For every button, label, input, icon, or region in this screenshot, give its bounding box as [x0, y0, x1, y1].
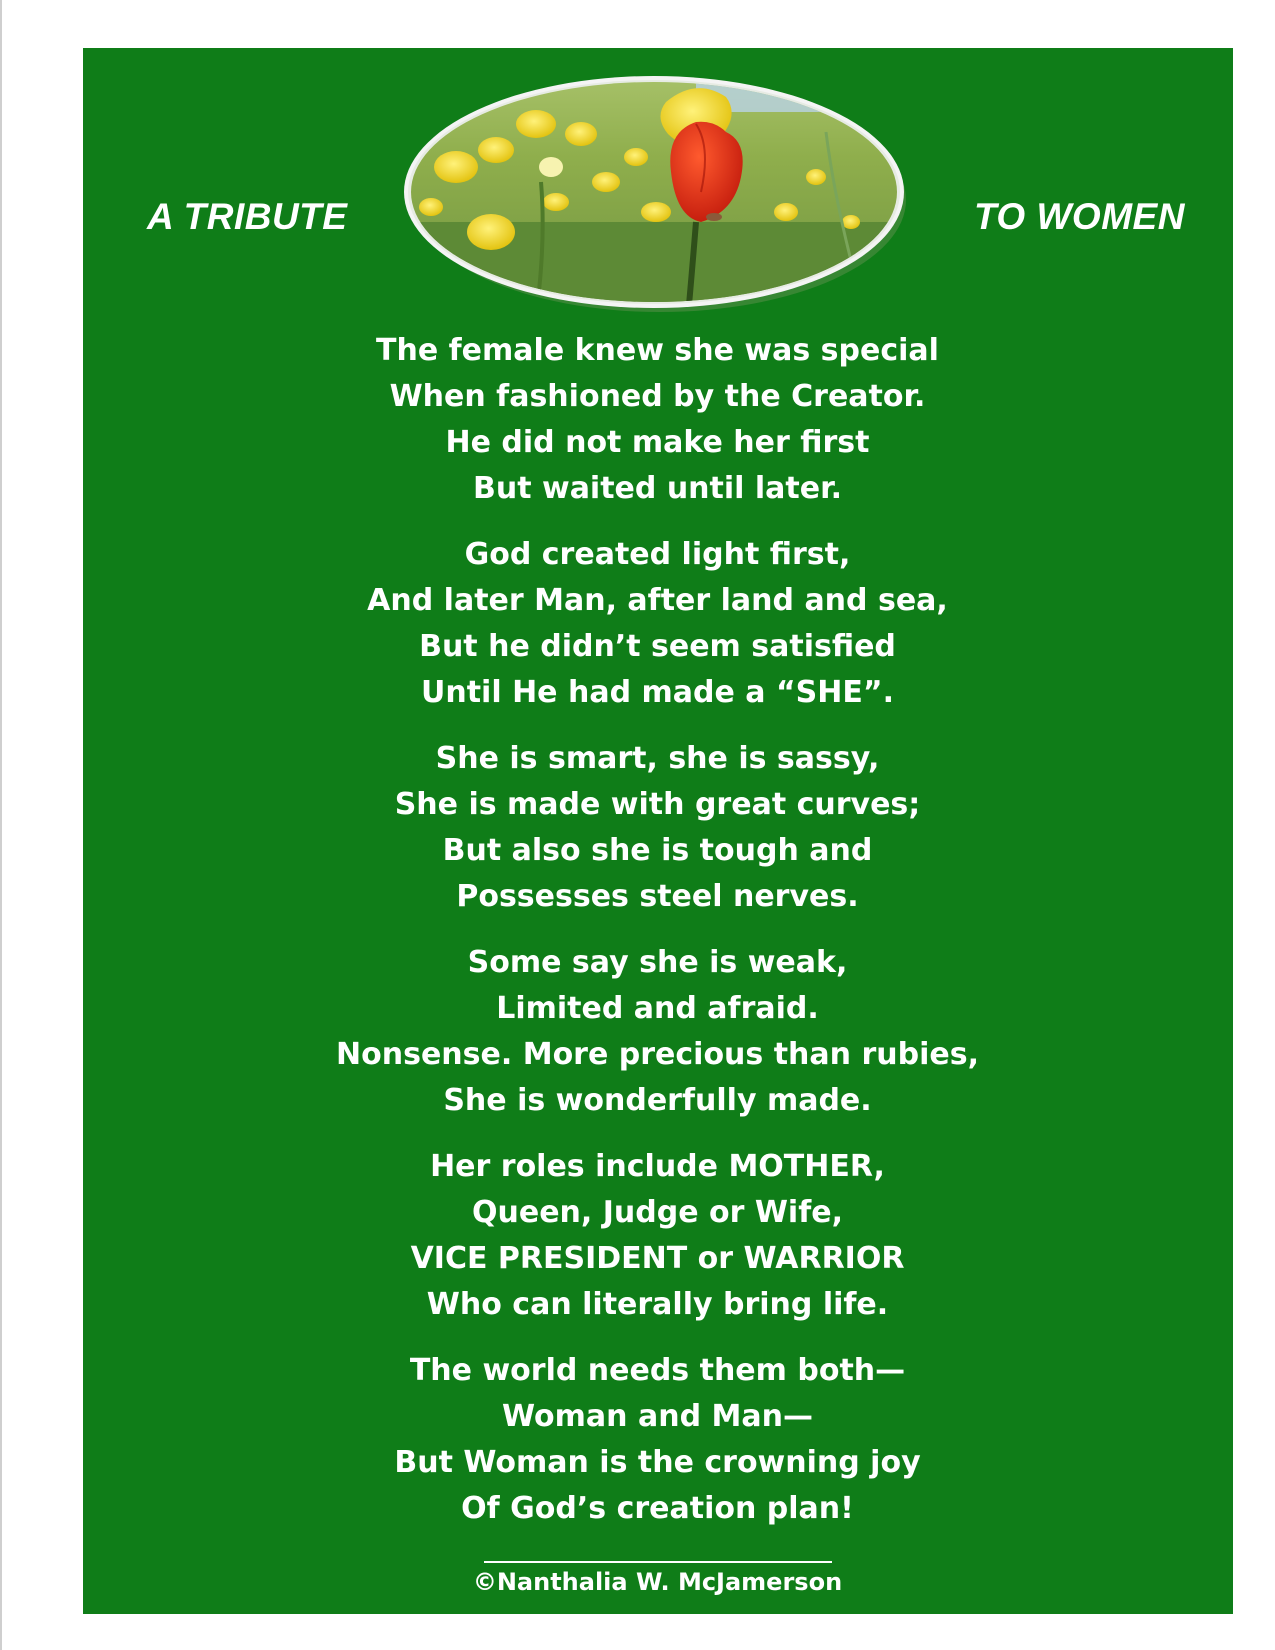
author-signature: ©Nanthalia W. McJamerson	[472, 1568, 843, 1596]
poem-line: Nonsense. More precious than rubies,	[336, 1037, 979, 1072]
poem-line: She is made with great curves;	[394, 787, 921, 822]
stanza	[300, 940, 1015, 1124]
page-left-edge	[0, 0, 2, 1650]
poem-line: The female knew she was special	[376, 333, 939, 368]
poem-line: She is wonderfully made.	[443, 1083, 872, 1118]
poem-line: Some say she is weak,	[467, 945, 848, 980]
stanza	[300, 736, 1015, 920]
title-right: TO WOMEN	[974, 196, 1185, 237]
stanza	[300, 1348, 1015, 1532]
poem-line: Who can literally bring life.	[426, 1287, 889, 1322]
flower-field-icon	[396, 72, 918, 316]
poem-line: He did not make her first	[445, 425, 870, 460]
poem-line: Queen, Judge or Wife,	[471, 1195, 844, 1230]
poem-line: Possesses steel nerves.	[456, 879, 859, 914]
poem-line: But waited until later.	[472, 471, 843, 506]
poem-line: When fashioned by the Creator.	[389, 379, 926, 414]
stanza	[300, 1144, 1015, 1328]
poem-line: Of God’s creation plan!	[461, 1491, 854, 1526]
poem-line: Limited and afraid.	[496, 991, 819, 1026]
poem-line: And later Man, after land and sea,	[367, 583, 948, 618]
poem-line: VICE PRESIDENT or WARRIOR	[410, 1241, 905, 1276]
flower-photo	[396, 72, 918, 316]
poem-line: Woman and Man—	[502, 1399, 813, 1434]
stanza	[300, 328, 1015, 512]
poem-line: The world needs them both—	[409, 1353, 906, 1388]
poem-line: God created light first,	[464, 537, 851, 572]
poem-line: But Woman is the crowning joy	[394, 1445, 921, 1480]
signature-divider	[484, 1561, 832, 1563]
title-left: A TRIBUTE	[147, 196, 348, 237]
poem-line: But he didn’t seem satisfied	[419, 629, 896, 664]
poem-line: Until He had made a “SHE”.	[421, 675, 894, 710]
poem-line: Her roles include MOTHER,	[430, 1149, 885, 1184]
stanza	[300, 532, 1015, 716]
poem-line: She is smart, she is sassy,	[435, 741, 880, 776]
poem-line: But also she is tough and	[442, 833, 873, 868]
poem-body	[300, 328, 1015, 1552]
